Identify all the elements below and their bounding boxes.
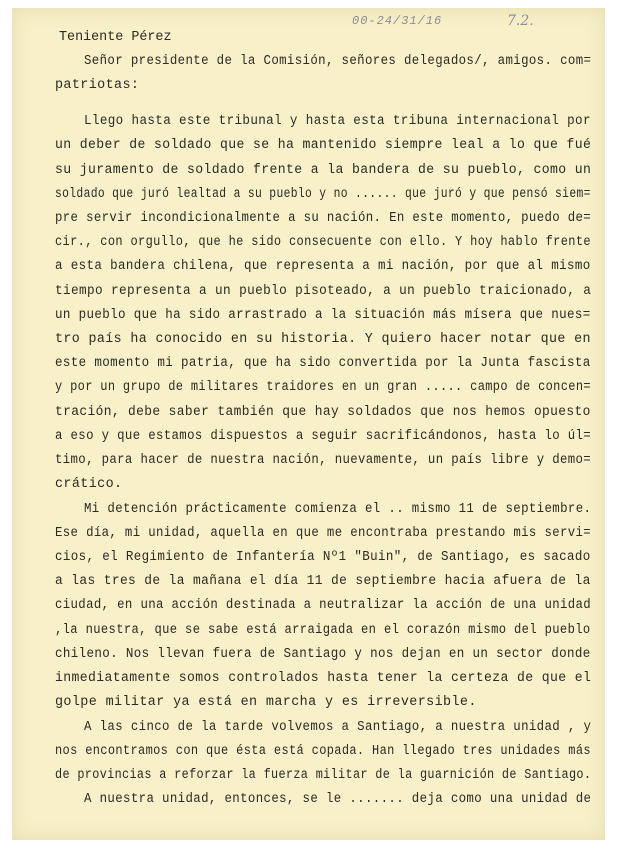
text-line: a eso y que estamos dispuestos a seguir sacrificándonos, hasta lo úl=: [55, 429, 592, 444]
text-line: cir., con orgullo, que he sido consecuente con ello. Y hoy hablo frente: [55, 235, 591, 250]
text-line: su juramento de soldado frente a la bandera de su pueblo, como un: [55, 163, 592, 178]
text-line: inmediatamente somos controlados hasta tener la certeza de que el: [55, 671, 592, 686]
text-line: tración, debe saber también que hay soldados que nos hemos opuesto: [55, 405, 591, 420]
text-line: pre servir incondicionalmente a su nación. En este momento, puedo de=: [55, 211, 592, 226]
text-line: este momento mi patria, que ha sido convertida por la Junta fascista: [55, 356, 591, 371]
archive-code: 00-24/31/16: [352, 14, 443, 28]
text-line: tro país ha conocido en su historia. Y quiero hacer notar que en: [55, 332, 591, 347]
text-line: timo, para hacer de nuestra nación, nuevamente, un país libre y demo=: [55, 453, 592, 468]
text-line: golpe militar ya está en marcha y es irreversible.: [55, 695, 477, 710]
text-line: Señor presidente de la Comisión, señores delegados/, amigos. com=: [84, 54, 592, 69]
text-line: a las tres de la mañana el día 11 de septiembre hacia afuera de la: [55, 574, 591, 589]
text-line: y por un grupo de militares traidores en un gran ..... campo de concen=: [55, 380, 591, 395]
document-page: [12, 8, 605, 840]
speaker-heading: Teniente Pérez: [59, 30, 172, 45]
text-line: tiempo representa a un pueblo pisoteado, a un pueblo traicionado, a: [55, 284, 592, 299]
text-line: A nuestra unidad, entonces, se le ....... deja como una unidad de: [84, 792, 592, 807]
text-line: cios, el Regimiento de Infantería Nº1 "Buin", de Santiago, es sacado: [55, 550, 591, 565]
text-line: crático.: [55, 477, 123, 492]
text-line: A las cinco de la tarde volvemos a Santiago, a nuestra unidad , y: [84, 720, 592, 735]
text-line: un pueblo que ha sido arrastrado a la situación más mísera que nues=: [55, 308, 591, 323]
text-line: chileno. Nos llevan fuera de Santiago y nos dejan en un sector donde: [55, 647, 591, 662]
text-line: Ese día, mi unidad, aquella en que me encontraba prestando mis servi=: [55, 526, 592, 541]
text-line: patriotas:: [55, 78, 140, 93]
text-line: ciudad, en una acción destinada a neutralizar la acción de una unidad: [55, 598, 592, 613]
text-line: de provincias a reforzar la fuerza militar de la guarnición de Santiago.: [55, 768, 592, 783]
text-line: soldado que juró lealtad a su pueblo y no ...... que juró y que pensó siem=: [55, 187, 591, 202]
text-line: ,la nuestra, que se sabe está arraigada en el corazón mismo del pueblo: [55, 623, 591, 638]
text-line: Llego hasta este tribunal y hasta esta tribuna internacional por: [84, 114, 591, 129]
text-line: a esta bandera chilena, que representa a mi nación, por que al mismo: [55, 259, 591, 274]
page-number: 7.2.: [507, 13, 534, 29]
text-line: Mi detención prácticamente comienza el .. mismo 11 de septiembre.: [84, 502, 592, 517]
text-line: nos encontramos con que ésta está copada. Han llegado tres unidades más: [55, 744, 591, 759]
text-line: un deber de soldado que se ha mantenido siempre leal a lo que fué: [55, 138, 592, 153]
